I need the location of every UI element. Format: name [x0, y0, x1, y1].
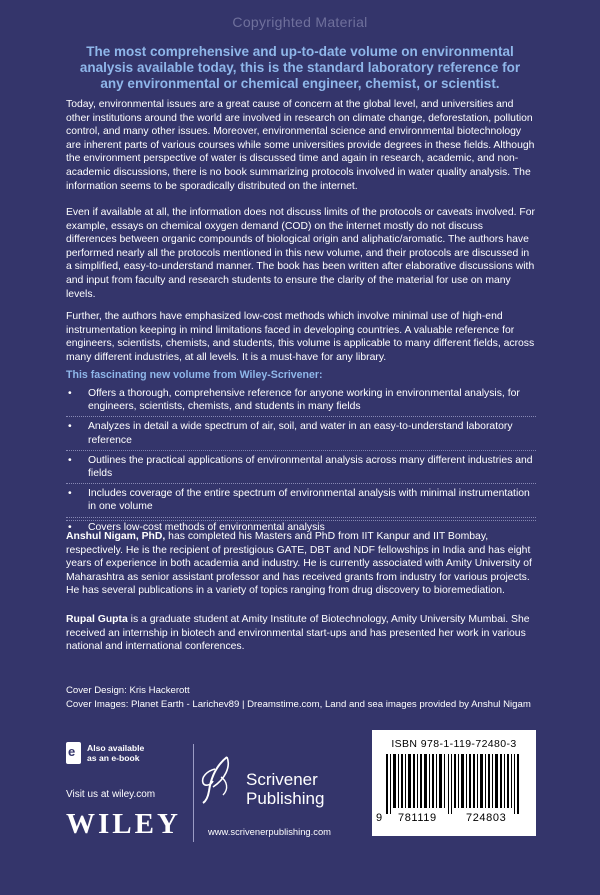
divider [66, 520, 536, 521]
ebook-icon: e [66, 742, 81, 764]
bullet-icon: • [68, 488, 72, 500]
barcode-icon [386, 754, 522, 814]
features-list [66, 384, 536, 537]
list-item: • Outlines the practical applications of environmental analysis across many different industries and fields [66, 451, 536, 484]
author-bio-2: Rupal Gupta is a graduate student at Amity Institute of Biotechnology, Amity University Mumbai. She received an internship in biotech and environmental start-ups and has presented her work in various national and international conferences. [66, 614, 530, 653]
logo-divider [193, 744, 194, 842]
scrivener-url[interactable]: www.scrivenerpublishing.com [208, 826, 331, 837]
scrivener-publishing-logo: Scrivener Publishing [246, 770, 325, 808]
list-item: • Offers a thorough, comprehensive reference for anyone working in environmental analysis, for engineers, scientists, chemists, and students in many fields [66, 384, 536, 417]
paragraph-3: Further, the authors have emphasized low-cost methods which involve minimal use of high-end instrumentation keeping in mind limitations faced in developing countries. A valuable reference for engineers, scientists, chemists, and students, this volume is applicable to many different fields, across many different industries, at all levels. It is a must-have for any library. [66, 311, 535, 363]
bullet-icon: • [68, 521, 72, 533]
visit-link[interactable]: Visit us at wiley.com [66, 789, 156, 800]
bullet-icon: • [68, 388, 72, 399]
list-item: • Covers low-cost methods of environmental analysis [68, 521, 325, 533]
barcode-box: ISBN 978-1-119-72480-3 9 781119 724803 [372, 730, 536, 836]
list-item: • Analyzes in detail a wide spectrum of air, soil, and water in an easy-to-understand laboratory reference [66, 417, 536, 450]
wiley-logo: WILEY [66, 808, 181, 840]
cover-images-credit: Cover Images: Planet Earth - Larichev89 | Dreamstime.com, Land and sea images provided by Anshul Nigam [66, 699, 531, 710]
paragraph-2: Even if available at all, the information does not discuss limits of the protocols or caveats involved. For example, essays on chemical oxygen demand (COD) on the internet mostly do not discuss differences between organic compounds of biological origin and aliphatic/aromatic. The authors have performed nearly all the protocols mentioned in this new volume, and their protocols are discussed in a simplified, easy-to-understand manner. The book has been written after elaborative discussions with and input from faculty and research students to ensure the clarity of the material for use on many levels. [66, 207, 535, 300]
headline: The most comprehensive and up-to-date volume on environmental analysis available today, this is the standard laboratory reference for any environmental or chemical engineer, chemist, or scientist. [79, 44, 521, 91]
bullet-icon: • [68, 454, 72, 466]
author-name: Anshul Nigam, PhD, [66, 531, 166, 542]
bullet-icon: • [68, 421, 72, 433]
watermark: Copyrighted Material [232, 14, 368, 30]
cover-design-credit: Cover Design: Kris Hackerott [66, 685, 190, 696]
isbn-label: ISBN 978-1-119-72480-3 [391, 738, 517, 750]
author-bio-1: Anshul Nigam, PhD, has completed his Masters and PhD from IIT Kanpur and IIT Bombay, respectively. He is the recipient of prestigious GATE, DBT and NDF fellowships in India and has eight years of experience in both academia and industry. He is currently associated with Amity University of Maharashtra as senior assistant professor and has received grants from industry for various projects. He has several publications in a variety of topics ranging from drug discovery to bioremediation. [66, 531, 532, 597]
list-item: • Includes coverage of the entire spectrum of environmental analysis with minimal instrumentation in one volume [66, 484, 536, 517]
features-title: This fascinating new volume from Wiley-Scrivener: [66, 369, 323, 381]
paragraph-1: Today, environmental issues are a great cause of concern at the global level, and universities and other institutions around the world are involved in research on climate change, deforestation, pollution control, and many other issues. Moreover, environmental science and environmental biotechnology are inherent parts of various courses while some universities provide degrees in these fields. Although the environment perspective of water is discussed time and again in research, academic, and non-academic discussions, there is no book summarizing protocols involved in water quality analysis. The information seems to be sporadically distributed on the internet. [66, 99, 535, 192]
ebook-badge: e Also available as an e-book [68, 743, 145, 763]
author-name: Rupal Gupta [66, 614, 128, 625]
scrivener-quill-icon [197, 755, 241, 805]
